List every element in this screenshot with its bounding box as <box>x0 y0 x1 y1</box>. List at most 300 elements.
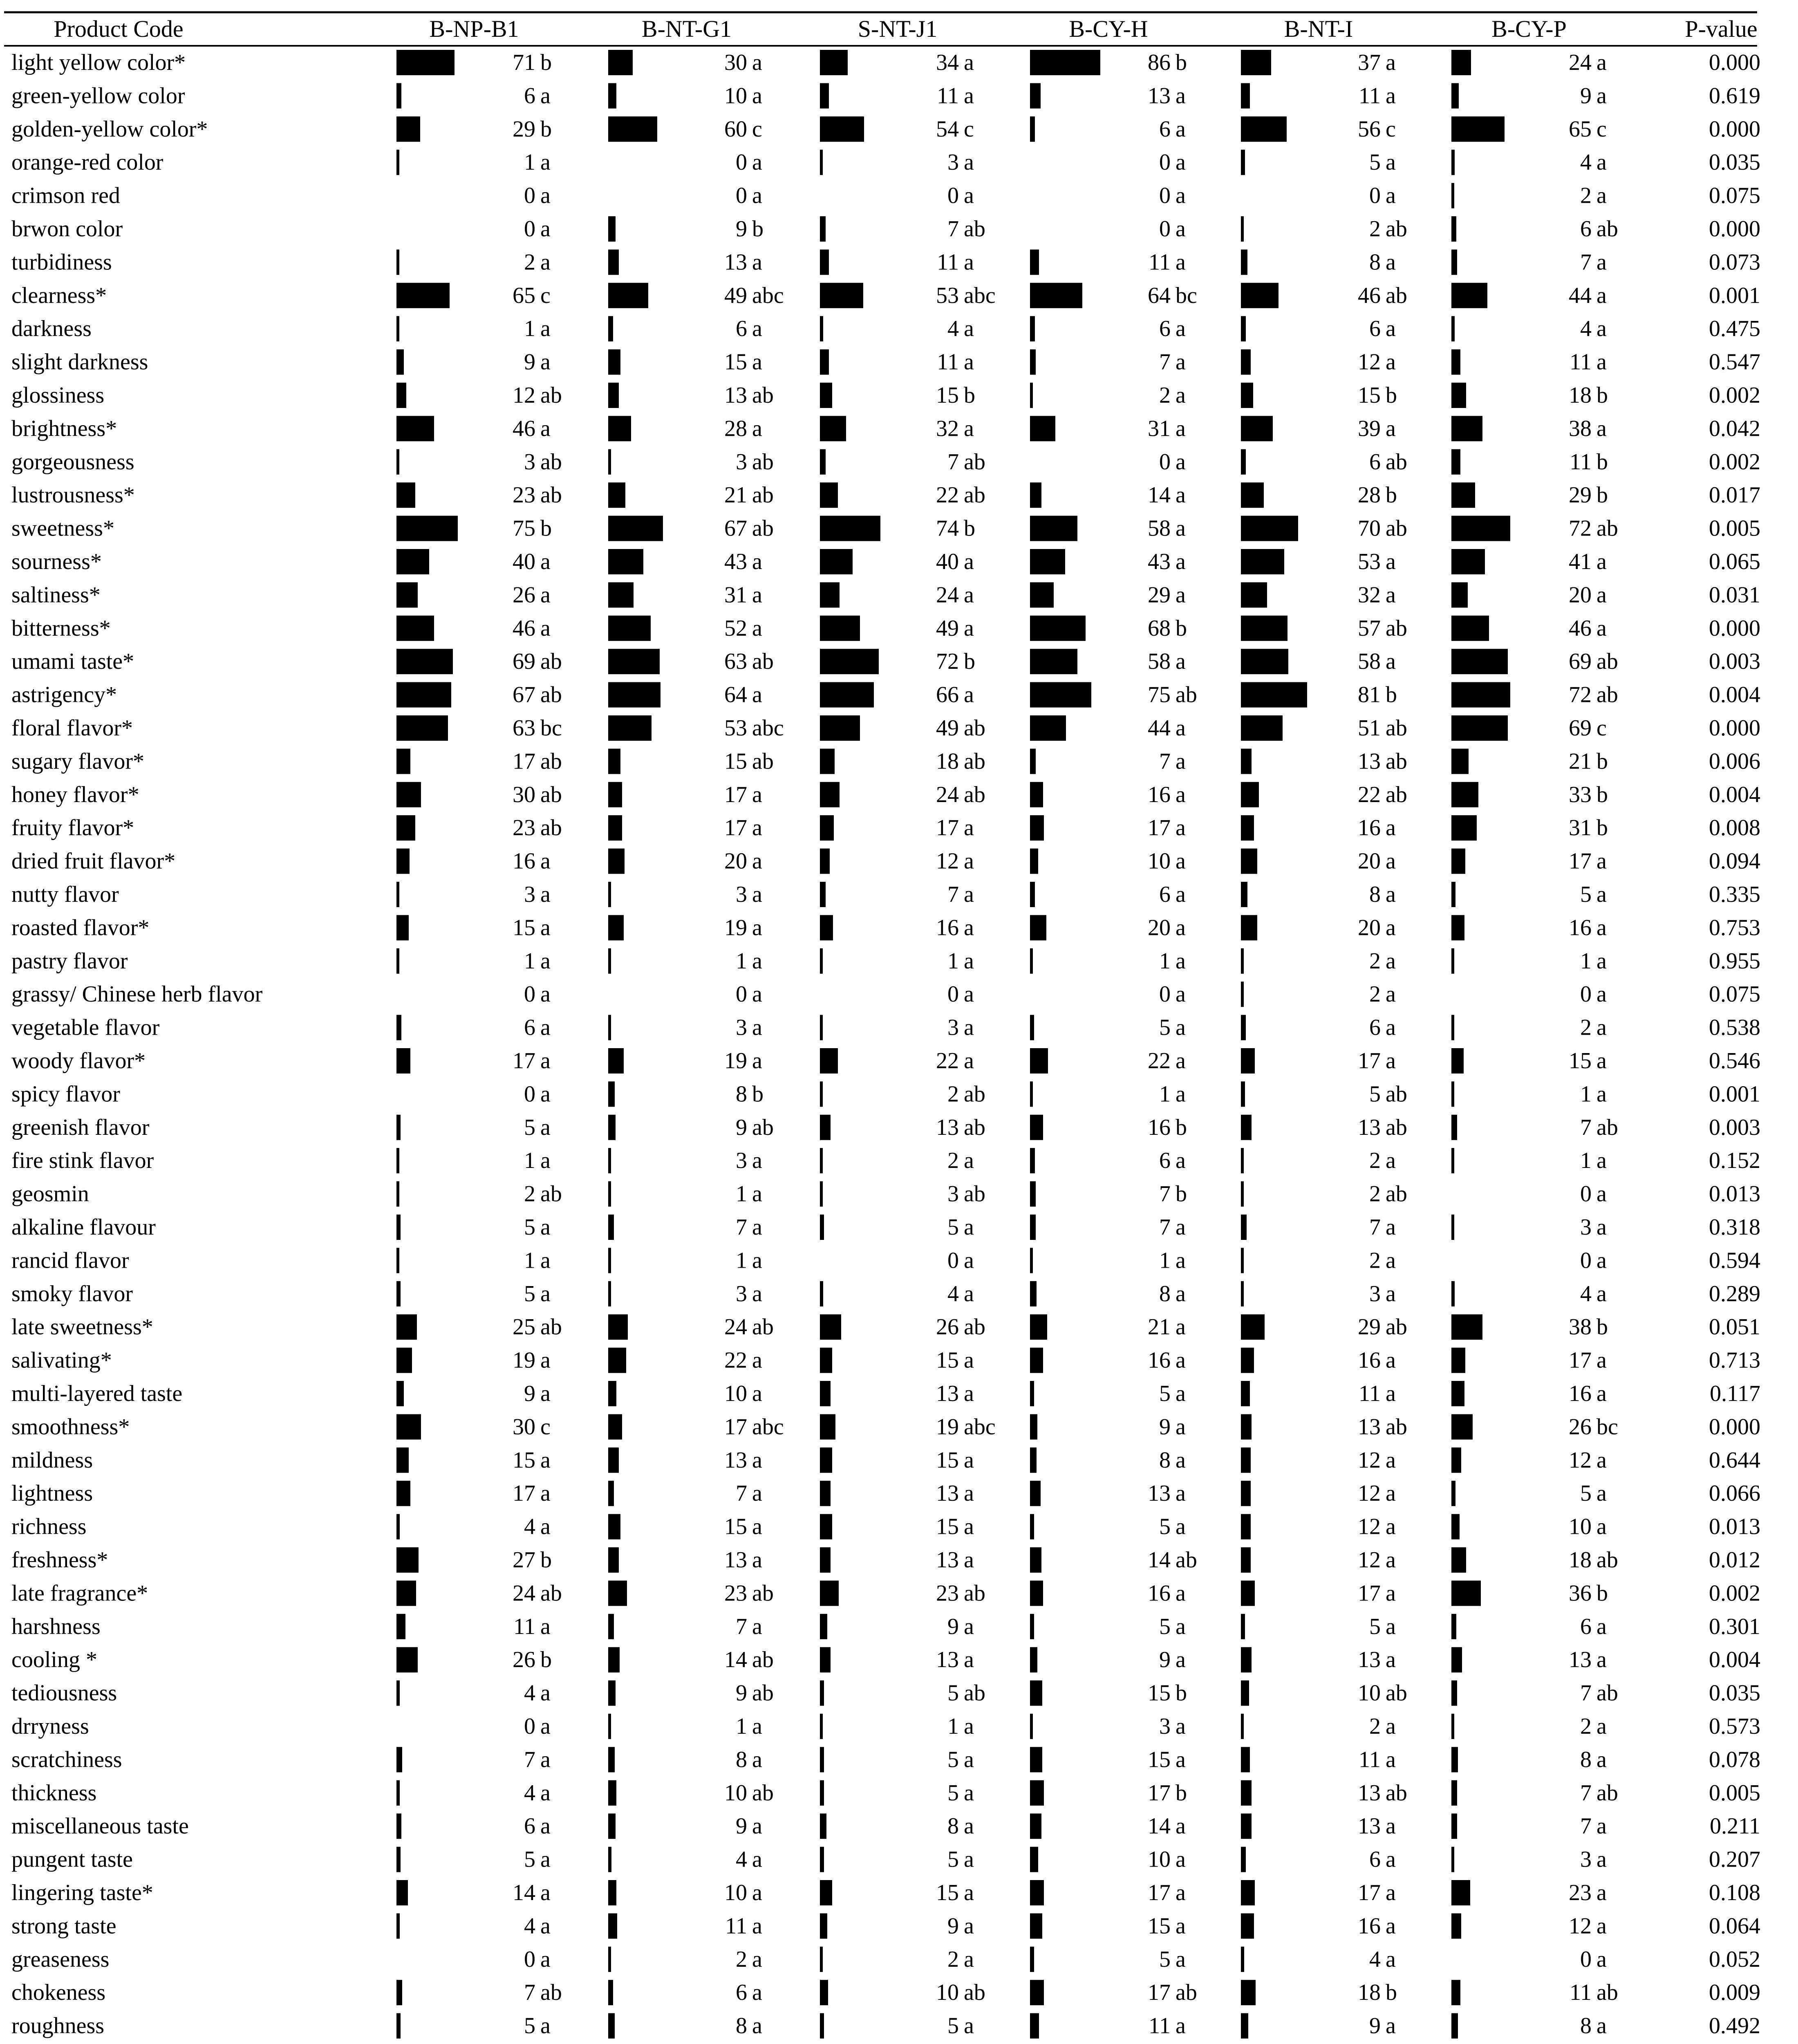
value-label: 23 <box>513 815 535 841</box>
value-label: 9 <box>736 1680 747 1706</box>
bar-b-nt-i <box>1241 1980 1256 2005</box>
bar-b-np-b1 <box>396 50 455 75</box>
value-label: 3 <box>736 882 747 907</box>
attribute-label: tediousness <box>11 1680 117 1706</box>
value-label: 21 <box>1569 749 1592 774</box>
value-label: 64 <box>724 682 747 708</box>
bar-s-nt-j1 <box>820 2013 824 2039</box>
value-label: 18 <box>936 749 959 774</box>
bar-b-nt-i <box>1241 882 1247 907</box>
value-label: 74 <box>936 515 959 541</box>
bar-b-cy-h <box>1030 1747 1042 1772</box>
significance-letter: a <box>964 83 974 109</box>
significance-letter: a <box>1176 1414 1186 1440</box>
value-label: 53 <box>724 715 747 741</box>
bar-b-nt-i <box>1241 1681 1249 1706</box>
value-label: 13 <box>1358 1114 1381 1140</box>
value-label: 9 <box>1159 1647 1171 1673</box>
value-label: 1 <box>524 150 535 175</box>
significance-letter: a <box>1386 1215 1396 1240</box>
attribute-label: late fragrance* <box>11 1580 148 1606</box>
value-label: 20 <box>1358 848 1381 874</box>
value-label: 17 <box>513 749 535 774</box>
value-label: 2 <box>1369 1714 1381 1739</box>
bar-b-cy-h <box>1030 383 1033 408</box>
value-label: 32 <box>936 416 959 442</box>
significance-letter: a <box>540 1880 551 1905</box>
value-label: 3 <box>947 1181 959 1207</box>
p-value: 0.012 <box>1709 1547 1760 1573</box>
significance-letter: a <box>540 1281 551 1307</box>
value-label: 26 <box>513 1647 535 1673</box>
bar-b-nt-i <box>1241 1547 1251 1573</box>
value-label: 13 <box>1358 749 1381 774</box>
value-label: 17 <box>513 1048 535 1074</box>
value-label: 11 <box>937 83 959 109</box>
significance-letter: ab <box>1596 1114 1618 1140</box>
significance-letter: a <box>1176 915 1186 941</box>
value-label: 24 <box>936 782 959 807</box>
value-label: 30 <box>513 782 535 807</box>
bar-b-nt-g1 <box>608 1314 628 1340</box>
significance-letter: a <box>752 1547 762 1573</box>
bar-s-nt-j1 <box>820 449 826 475</box>
bar-b-np-b1 <box>396 1181 399 1207</box>
significance-letter: a <box>1386 1447 1396 1473</box>
bar-b-nt-g1 <box>608 549 643 574</box>
bar-b-nt-i <box>1241 982 1244 1007</box>
significance-letter: a <box>540 1248 551 1273</box>
bar-b-nt-i <box>1241 1281 1244 1307</box>
value-label: 49 <box>936 615 959 641</box>
value-label: 3 <box>1580 1215 1592 1240</box>
significance-letter: a <box>1386 882 1396 907</box>
bar-b-nt-i <box>1241 1248 1244 1273</box>
bar-b-nt-g1 <box>608 1048 624 1074</box>
significance-letter: a <box>1386 183 1396 208</box>
significance-letter: c <box>1386 116 1396 142</box>
significance-letter: a <box>1176 1314 1186 1340</box>
significance-letter: ab <box>540 482 562 508</box>
attribute-label: clearness* <box>11 282 107 308</box>
significance-letter: a <box>964 183 974 208</box>
attribute-label: freshness* <box>11 1547 108 1573</box>
significance-letter: ab <box>752 482 774 508</box>
value-label: 1 <box>736 1248 747 1273</box>
bar-b-np-b1 <box>396 782 421 807</box>
significance-letter: b <box>1176 50 1187 75</box>
bar-b-cy-h <box>1030 1081 1033 1107</box>
value-label: 4 <box>1580 150 1592 175</box>
value-label: 30 <box>513 1414 535 1440</box>
value-label: 2 <box>1369 1248 1381 1273</box>
significance-letter: a <box>540 615 551 641</box>
significance-letter: a <box>1596 549 1607 574</box>
value-label: 8 <box>1580 1747 1592 1773</box>
bar-s-nt-j1 <box>820 283 863 308</box>
bar-b-cy-h <box>1030 283 1082 308</box>
significance-letter: b <box>540 1647 552 1673</box>
value-label: 33 <box>1569 782 1592 807</box>
value-label: 5 <box>1369 1081 1381 1107</box>
bar-b-cy-h <box>1030 416 1055 441</box>
value-label: 4 <box>947 316 959 342</box>
significance-letter: a <box>752 682 762 708</box>
value-label: 4 <box>524 1514 535 1540</box>
significance-letter: a <box>752 1148 762 1174</box>
bar-b-nt-g1 <box>608 449 611 475</box>
value-label: 5 <box>1369 150 1381 175</box>
value-label: 19 <box>513 1347 535 1373</box>
attribute-label: smoky flavor <box>11 1281 133 1307</box>
value-label: 11 <box>1570 449 1592 475</box>
bar-b-cy-h <box>1030 249 1039 275</box>
significance-letter: ab <box>1386 1114 1407 1140</box>
significance-letter: ab <box>1386 282 1407 308</box>
bar-b-cy-p <box>1451 482 1475 508</box>
bar-b-np-b1 <box>396 1847 401 1872</box>
value-label: 12 <box>1358 1447 1381 1473</box>
value-label: 46 <box>513 615 535 641</box>
value-label: 12 <box>1569 1447 1592 1473</box>
value-label: 17 <box>724 1414 747 1440</box>
bar-s-nt-j1 <box>820 1048 838 1074</box>
value-label: 38 <box>1569 1314 1592 1340</box>
value-label: 4 <box>524 1780 535 1806</box>
value-label: 11 <box>1149 2013 1171 2039</box>
value-label: 0 <box>524 183 535 208</box>
significance-letter: a <box>1176 383 1186 408</box>
value-label: 1 <box>1580 1081 1592 1107</box>
bar-b-cy-p <box>1451 316 1455 341</box>
p-value: 0.289 <box>1709 1281 1760 1307</box>
value-label: 13 <box>724 249 747 275</box>
significance-letter: b <box>540 116 552 142</box>
bar-b-cy-h <box>1030 549 1065 574</box>
significance-letter: c <box>540 282 551 308</box>
significance-letter: b <box>1596 782 1608 807</box>
p-value: 0.318 <box>1709 1215 1760 1240</box>
attribute-label: smoothness* <box>11 1414 130 1440</box>
bar-b-cy-p <box>1451 1913 1461 1939</box>
value-label: 72 <box>936 649 959 675</box>
bar-b-nt-g1 <box>608 249 619 275</box>
p-value: 0.211 <box>1710 1813 1760 1839</box>
bar-b-np-b1 <box>396 1614 405 1639</box>
bar-b-np-b1 <box>396 1115 401 1140</box>
significance-letter: a <box>1386 1580 1396 1606</box>
significance-letter: ab <box>752 515 774 541</box>
significance-letter: a <box>540 882 551 907</box>
value-label: 6 <box>1369 449 1381 475</box>
bar-b-np-b1 <box>396 416 434 441</box>
bar-b-nt-g1 <box>608 948 611 974</box>
value-label: 8 <box>1580 2013 1592 2039</box>
significance-letter: ab <box>540 749 562 774</box>
bar-b-cy-h <box>1030 2013 1039 2039</box>
significance-letter: ab <box>1596 682 1618 708</box>
significance-letter: a <box>1176 649 1186 675</box>
value-label: 6 <box>736 1980 747 2006</box>
value-label: 14 <box>724 1647 747 1673</box>
attribute-label: mildness <box>11 1447 93 1473</box>
p-value: 0.538 <box>1709 1015 1760 1040</box>
bar-b-np-b1 <box>396 682 451 708</box>
p-value: 0.644 <box>1709 1447 1760 1473</box>
significance-letter: a <box>1386 848 1396 874</box>
value-label: 8 <box>736 1081 747 1107</box>
bar-s-nt-j1 <box>820 1947 823 1972</box>
value-label: 17 <box>513 1481 535 1506</box>
p-value: 0.051 <box>1709 1314 1760 1340</box>
value-label: 44 <box>1569 282 1592 308</box>
attribute-label: golden-yellow color* <box>11 116 208 142</box>
p-value: 0.078 <box>1709 1747 1760 1773</box>
bar-b-np-b1 <box>396 482 415 508</box>
value-label: 13 <box>936 1114 959 1140</box>
significance-letter: a <box>540 1946 551 1972</box>
significance-letter: ab <box>1386 715 1407 741</box>
bar-b-cy-h <box>1030 1847 1038 1872</box>
bar-b-cy-p <box>1451 1215 1454 1240</box>
attribute-label: roughness <box>11 2013 105 2039</box>
value-label: 6 <box>736 316 747 342</box>
bar-s-nt-j1 <box>820 249 829 275</box>
p-value: 0.075 <box>1709 982 1760 1007</box>
bar-b-cy-p <box>1451 882 1455 907</box>
significance-letter: a <box>1596 183 1607 208</box>
value-label: 15 <box>936 1447 959 1473</box>
value-label: 10 <box>724 83 747 109</box>
bar-b-nt-i <box>1241 749 1252 774</box>
value-label: 0 <box>1580 1181 1592 1207</box>
bar-b-nt-i <box>1241 1913 1254 1939</box>
value-label: 20 <box>724 848 747 874</box>
value-label: 63 <box>513 715 535 741</box>
bar-b-cy-h <box>1030 350 1036 375</box>
significance-letter: a <box>752 50 762 75</box>
significance-letter: a <box>752 1381 762 1406</box>
p-value: 0.573 <box>1709 1714 1760 1739</box>
bar-b-nt-i <box>1241 1714 1244 1739</box>
value-label: 13 <box>724 1547 747 1573</box>
significance-letter: b <box>1386 682 1397 708</box>
value-label: 9 <box>947 1913 959 1939</box>
value-label: 3 <box>524 449 535 475</box>
value-label: 2 <box>947 1946 959 1972</box>
bar-b-nt-g1 <box>608 1780 616 1806</box>
p-value: 0.619 <box>1709 83 1760 109</box>
significance-letter: ab <box>1386 615 1407 641</box>
value-label: 10 <box>1569 1514 1592 1540</box>
significance-letter: a <box>1176 982 1186 1007</box>
p-value: 0.003 <box>1709 1114 1760 1140</box>
bar-s-nt-j1 <box>820 1015 823 1040</box>
value-label: 32 <box>1358 582 1381 608</box>
significance-letter: a <box>752 1847 762 1872</box>
bar-b-cy-p <box>1451 948 1454 974</box>
significance-letter: ab <box>1596 515 1618 541</box>
value-label: 0 <box>1580 982 1592 1007</box>
value-label: 6 <box>1580 216 1592 242</box>
bar-b-np-b1 <box>396 1813 401 1839</box>
bar-b-cy-h <box>1030 1181 1036 1207</box>
significance-letter: a <box>1386 316 1396 342</box>
bar-b-np-b1 <box>396 1348 412 1373</box>
p-value: 0.002 <box>1709 383 1760 408</box>
bar-b-nt-i <box>1241 1148 1244 1173</box>
significance-letter: a <box>752 1747 762 1773</box>
significance-letter: a <box>964 249 974 275</box>
value-label: 37 <box>1358 50 1381 75</box>
value-label: 10 <box>1358 1680 1381 1706</box>
bar-b-cy-p <box>1451 516 1510 541</box>
value-label: 19 <box>724 915 747 941</box>
significance-letter: a <box>1176 1580 1186 1606</box>
significance-letter: a <box>540 1081 551 1107</box>
product-header-s-nt-j1: S-NT-J1 <box>858 16 938 42</box>
value-label: 6 <box>1159 116 1171 142</box>
significance-letter: a <box>964 915 974 941</box>
significance-letter: a <box>1176 83 1186 109</box>
bar-b-nt-i <box>1241 1514 1251 1540</box>
value-label: 7 <box>1369 1215 1381 1240</box>
bar-b-cy-p <box>1451 350 1460 375</box>
attribute-label: cooling * <box>11 1647 97 1673</box>
significance-letter: a <box>752 249 762 275</box>
p-value: 0.031 <box>1709 582 1760 608</box>
significance-letter: a <box>752 1048 762 1074</box>
significance-letter: a <box>964 50 974 75</box>
significance-letter: b <box>1596 815 1608 841</box>
value-label: 24 <box>936 582 959 608</box>
bar-b-cy-h <box>1030 316 1035 341</box>
value-label: 17 <box>1358 1580 1381 1606</box>
significance-letter: a <box>964 150 974 175</box>
value-label: 10 <box>1148 848 1171 874</box>
attribute-label: scratchiness <box>11 1747 122 1773</box>
p-value: 0.052 <box>1709 1946 1760 1972</box>
significance-letter: b <box>1176 615 1187 641</box>
value-label: 0 <box>1580 1248 1592 1273</box>
significance-letter: a <box>540 1148 551 1174</box>
value-label: 0 <box>524 1714 535 1739</box>
bar-b-np-b1 <box>396 1381 404 1406</box>
attribute-label: dried fruit flavor* <box>11 848 176 874</box>
value-label: 5 <box>1159 1015 1171 1040</box>
bar-s-nt-j1 <box>820 582 840 607</box>
value-label: 12 <box>1358 1547 1381 1573</box>
significance-letter: ab <box>1386 782 1407 807</box>
significance-letter: ab <box>540 815 562 841</box>
value-label: 5 <box>947 2013 959 2039</box>
bar-b-cy-h <box>1030 1248 1033 1273</box>
bar-b-cy-p <box>1451 782 1478 807</box>
significance-letter: a <box>1386 1880 1396 1905</box>
significance-letter: b <box>1596 482 1608 508</box>
significance-letter: a <box>1386 150 1396 175</box>
value-label: 3 <box>736 1281 747 1307</box>
value-label: 22 <box>724 1347 747 1373</box>
value-label: 8 <box>1369 882 1381 907</box>
bar-s-nt-j1 <box>820 1381 831 1406</box>
value-label: 15 <box>1148 1680 1171 1706</box>
bar-b-nt-g1 <box>608 482 625 508</box>
bar-b-nt-g1 <box>608 1348 626 1373</box>
bar-b-cy-h <box>1030 50 1100 75</box>
bar-s-nt-j1 <box>820 649 879 674</box>
significance-letter: a <box>1596 50 1607 75</box>
significance-letter: a <box>964 2013 974 2039</box>
significance-letter: ab <box>540 682 562 708</box>
attribute-label: sugary flavor* <box>11 749 145 774</box>
bar-s-nt-j1 <box>820 682 874 708</box>
bar-b-cy-h <box>1030 649 1077 674</box>
value-label: 36 <box>1569 1580 1592 1606</box>
value-label: 3 <box>736 449 747 475</box>
significance-letter: a <box>1176 515 1186 541</box>
significance-letter: a <box>540 1215 551 1240</box>
significance-letter: ab <box>540 1980 562 2006</box>
significance-letter: a <box>1596 249 1607 275</box>
p-value: 0.004 <box>1709 682 1760 708</box>
significance-letter: a <box>964 1847 974 1872</box>
value-label: 15 <box>724 749 747 774</box>
significance-letter: ab <box>964 715 985 741</box>
significance-letter: a <box>1176 216 1186 242</box>
significance-letter: a <box>1386 1381 1396 1406</box>
value-label: 0 <box>1159 183 1171 208</box>
bar-b-cy-p <box>1451 1115 1457 1140</box>
bar-b-nt-i <box>1241 2013 1248 2039</box>
value-label: 46 <box>1569 615 1592 641</box>
value-label: 16 <box>936 915 959 941</box>
value-label: 8 <box>1369 249 1381 275</box>
significance-letter: a <box>752 582 762 608</box>
significance-letter: ab <box>752 1114 774 1140</box>
significance-letter: a <box>540 982 551 1007</box>
significance-letter: a <box>1386 649 1396 675</box>
bar-s-nt-j1 <box>820 1148 823 1173</box>
bar-b-np-b1 <box>396 117 420 142</box>
significance-letter: a <box>1176 482 1186 508</box>
significance-letter: ab <box>752 1680 774 1706</box>
bar-b-cy-p <box>1451 183 1454 208</box>
significance-letter: a <box>1596 1148 1607 1174</box>
significance-letter: a <box>1596 915 1607 941</box>
bar-b-cy-h <box>1030 1115 1043 1140</box>
p-value: 0.002 <box>1709 1580 1760 1606</box>
significance-letter: a <box>1176 815 1186 841</box>
value-label: 3 <box>947 1015 959 1040</box>
bar-b-nt-i <box>1241 83 1250 108</box>
significance-letter: a <box>1596 1514 1607 1540</box>
value-label: 49 <box>724 282 747 308</box>
value-label: 10 <box>724 1381 747 1406</box>
value-label: 67 <box>513 682 535 708</box>
bar-b-cy-p <box>1451 1148 1454 1173</box>
bar-b-cy-h <box>1030 1148 1035 1173</box>
bar-b-cy-p <box>1451 1281 1455 1307</box>
bar-b-nt-i <box>1241 1614 1245 1639</box>
bar-b-nt-i <box>1241 1448 1251 1473</box>
value-label: 17 <box>724 815 747 841</box>
value-label: 41 <box>1569 549 1592 574</box>
value-label: 5 <box>1369 1614 1381 1639</box>
significance-letter: b <box>1176 1680 1187 1706</box>
significance-letter: a <box>752 615 762 641</box>
significance-letter: a <box>1386 83 1396 109</box>
